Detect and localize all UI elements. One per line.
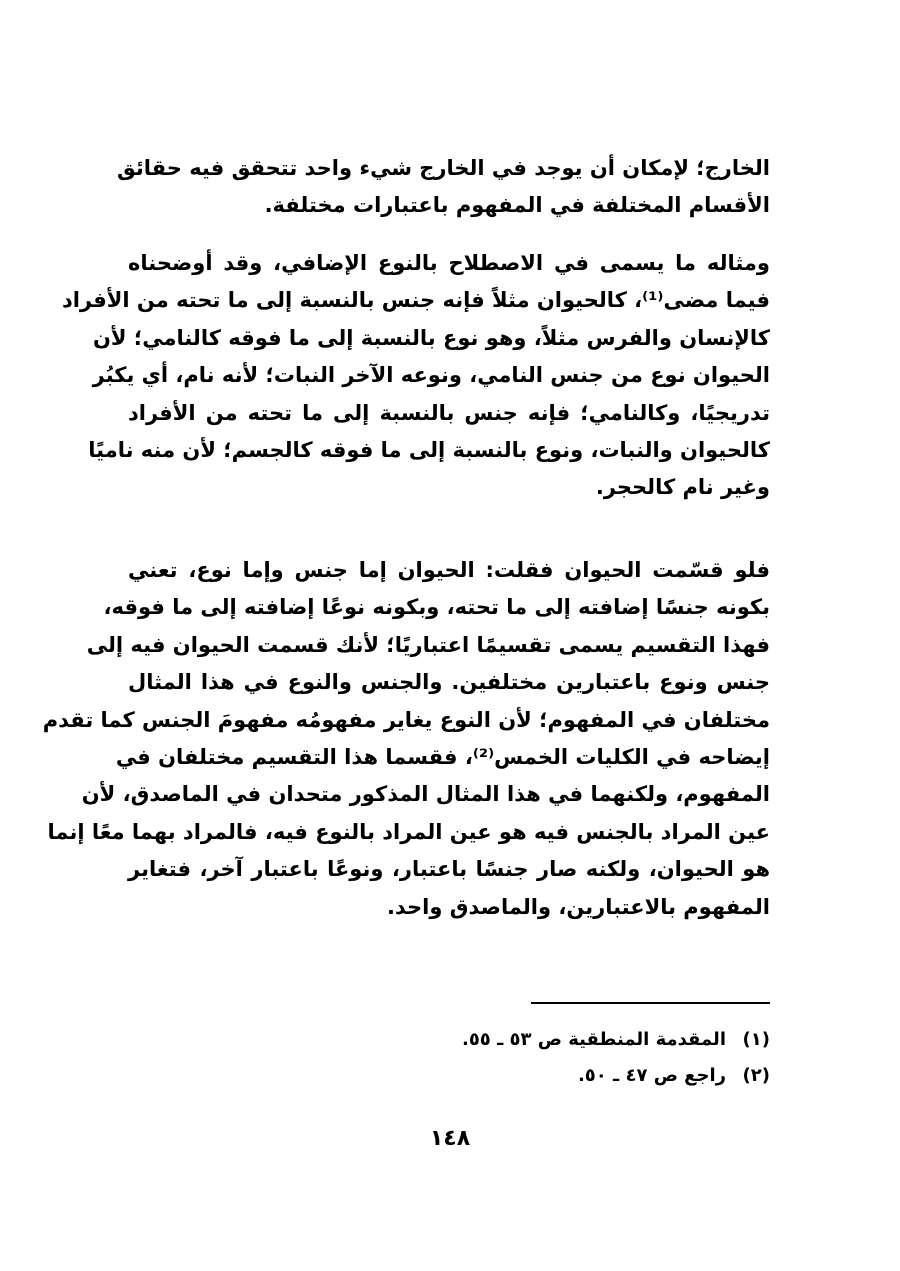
text-line: فهذا التقسيم يسمى تقسيمًا اعتباريًا؛ لأنك قسمت الحيوان فيه إلى — [86, 632, 770, 657]
footnote-2 — [370, 1058, 770, 1094]
text-line: المفهوم بالاعتبارين، والماصدق واحد. — [386, 894, 770, 919]
text-line: هو الحيوان، ولكنه صار جنسًا باعتبار، ونوعًا باعتبار آخر، فتغاير — [128, 857, 770, 882]
text-line: الحيوان نوع من جنس النامي، ونوعه الآخر النبات؛ لأنه نام، أي يكبُر — [92, 363, 770, 388]
text-line: عين المراد بالجنس فيه هو عين المراد بالنوع فيه، فالمراد بهما معًا إنما — [47, 819, 770, 844]
text-line: الخارج؛ لإمكان أن يوجد في الخارج شيء واحد تتحقق فيه حقائق — [116, 156, 770, 180]
text-line: فيما مضى⁽¹⁾، كالحيوان مثلاً فإنه جنس بالنسبة إلى ما تحته من الأفراد — [61, 288, 770, 313]
text-line: الأقسام المختلفة في المفهوم باعتبارات مختلفة. — [264, 193, 770, 218]
text-line: جنس ونوع باعتبارين مختلفين. والجنس والنوع في هذا المثال — [128, 670, 770, 695]
text-line: المفهوم، ولكنهما في هذا المثال المذكور متحدان في الماصدق، لأن — [81, 782, 770, 807]
footnotes — [370, 1022, 770, 1094]
text-line: كالحيوان والنبات، ونوع بالنسبة إلى ما فوقه كالجسم؛ لأن منه ناميًا — [88, 437, 770, 462]
text-line: بكونه جنسًا إضافته إلى ما تحته، وبكونه نوعًا إضافته إلى ما فوقه، — [103, 595, 770, 620]
paragraph-3 — [42, 552, 770, 926]
footnote-1 — [370, 1022, 770, 1058]
footnote-marker: (٢) — [742, 1065, 770, 1086]
text-line: إيضاحه في الكليات الخمس⁽²⁾، فقسما هذا التقسيم مختلفان في — [115, 744, 770, 769]
text-line: فلو قسّمت الحيوان فقلت: الحيوان إما جنس وإما نوع، تعني — [128, 558, 770, 582]
footnote-text: راجع ص ٤٧ ـ ٥٠. — [577, 1065, 726, 1086]
text-line: مختلفان في المفهوم؛ لأن النوع يغاير مفهومُه مفهومَ الجنس كما تقدم — [42, 707, 770, 732]
text-line: تدريجيًا، وكالنامي؛ فإنه جنس بالنسبة إلى ما تحته من الأفراد — [128, 400, 770, 425]
paragraph-1 — [116, 150, 770, 225]
text-line: كالإنسان والفرس مثلاً، وهو نوع بالنسبة إلى ما فوقه كالنامي؛ لأن — [92, 325, 770, 350]
footnote-text: المقدمة المنطقية ص ٥٣ ـ ٥٥. — [461, 1029, 726, 1050]
text-line: ومثاله ما يسمى في الاصطلاح بالنوع الإضافي، وقد أوضحناه — [128, 251, 770, 275]
footnote-separator — [531, 1002, 770, 1004]
text-line: وغير نام كالحجر. — [595, 475, 770, 500]
paragraph-2 — [61, 245, 770, 507]
footnote-marker: (١) — [742, 1029, 770, 1050]
page-number: ١٤٨ — [429, 1126, 471, 1151]
